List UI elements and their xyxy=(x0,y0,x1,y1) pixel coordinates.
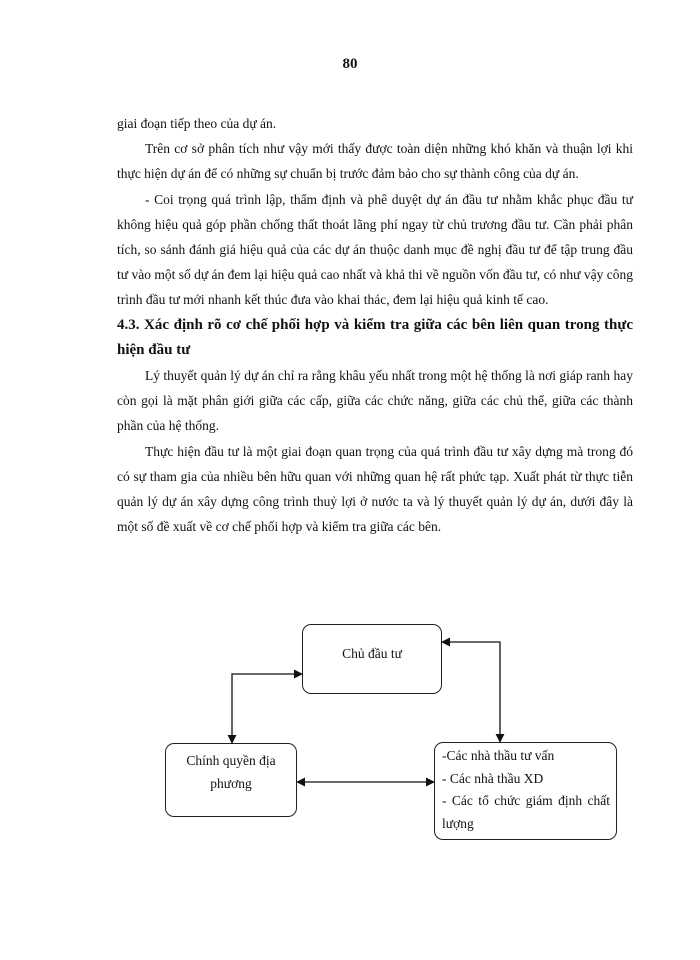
arrow-owner-to-government xyxy=(232,674,302,743)
paragraph: Trên cơ sở phân tích như vậy mới thấy được toàn diện những khó khăn và thuận lợi khi thực hiện dự án để có những sự chuẩn bị trước đảm bảo cho sự thành công của dự án. xyxy=(117,141,633,182)
paragraph: - Coi trọng quá trình lập, thẩm định và phê duyệt dự án đầu tư nhằm khắc phục đầu tư không hiệu quả góp phần chống thất thoát lãng phí ngay từ chủ trương đầu tư. Cần phải phân tích, so sánh đánh giá hiệu quả của các dự án thuộc danh mục đề nghị đầu tư để tập trung đầu tư vào một số dự án đem lại hiệu quả cao nhất và khả thi về nguồn vốn đầu tư, có như vậy công trình đầu tư mới nhanh kết thúc đưa vào khai thác, đem lại hiệu quả kinh tế cao. xyxy=(117,191,633,308)
page-number: 80 xyxy=(342,56,358,72)
local-government-box xyxy=(165,743,297,817)
paragraph: giai đoạn tiếp theo của dự án. xyxy=(117,116,277,131)
section-heading: 4.3. Xác định rõ cơ chế phối hợp và kiểm tra giữa các bên liên quan trong thực hiện đầu tư xyxy=(117,316,633,358)
contractors-item: -Các nhà thầu tư vấn xyxy=(442,748,555,763)
contractors-box xyxy=(434,742,617,840)
owner-box xyxy=(302,624,442,694)
contractors-item: - Các nhà thầu XD xyxy=(442,770,544,786)
body-text xyxy=(117,111,633,539)
paragraph: Thực hiện đầu tư là một giai đoạn quan trọng của quá trình đầu tư xây dựng mà trong đó có sự tham gia của nhiều bên hữu quan với những quan hệ rất phức tạp. Xuất phát từ thực tiễn quản lý dự án xây dựng công trình thuỷ lợi ở nước ta và lý thuyết quản lý dự án, dưới đây là một số đề xuất về cơ chế phối hợp và kiểm tra giữa các bên. xyxy=(117,443,633,535)
paragraph: Lý thuyết quản lý dự án chỉ ra rằng khâu yếu nhất trong một hệ thống là nơi giáp ranh hay còn gọi là mặt phân giới giữa các cấp, giữa các chức năng, giữa các chủ thể, giữa các thành phần của hệ thống. xyxy=(117,368,633,434)
local-government-label: Chính quyền địa phương xyxy=(186,753,276,791)
owner-label: Chủ đầu tư xyxy=(342,646,402,661)
contractors-item: - Các tổ chức giám định chất lượng xyxy=(442,793,610,831)
arrow-owner-to-contractors xyxy=(442,642,500,742)
